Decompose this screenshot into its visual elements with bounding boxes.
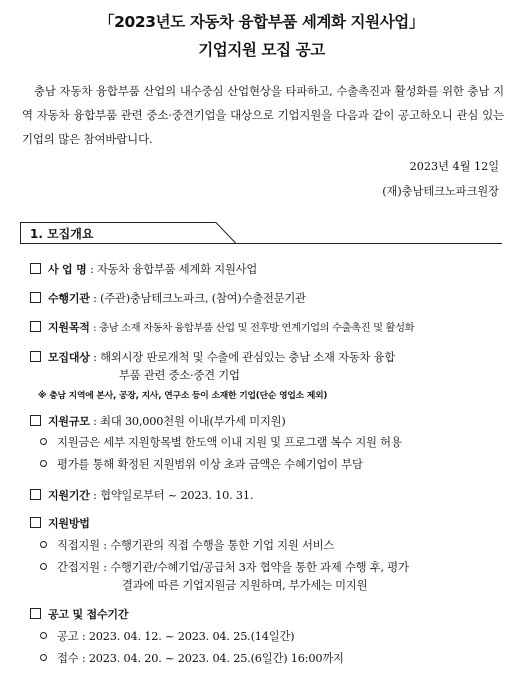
notice-sub-1 (40, 628, 294, 644)
item-scale (30, 413, 286, 429)
item-purpose (30, 319, 414, 335)
title-line-1: 「2023년도 자동차 융합부품 세계화 지원사업」 (99, 13, 424, 31)
scale-sub-1 (40, 434, 402, 450)
item-label: 수행기관 (48, 292, 90, 305)
checkbox-icon (30, 292, 41, 303)
checkbox-icon (30, 351, 41, 362)
scale-sub-2 (40, 456, 363, 472)
notice-sub-2 (40, 650, 344, 666)
item-label: 지원규모 (48, 415, 90, 428)
item-label: 지원기간 (48, 489, 90, 502)
item-target (30, 349, 395, 365)
notice-date: 2023년 4월 12일 (409, 160, 499, 173)
item-target-cont: 부품 관련 중소·중견 기업 (119, 369, 240, 382)
bullet-circle-icon (40, 460, 47, 467)
sub-text: 간접지원 : 수행기관/수혜기업/공급처 3자 협약을 통한 과제 수행 후, 평가 (57, 561, 409, 574)
bullet-circle-icon (40, 563, 47, 570)
checkbox-icon (30, 263, 41, 274)
sub-text: 직접지원 : 수행기관의 직접 수행을 통한 기업 지원 서비스 (57, 539, 335, 552)
sub-text: 평가를 통해 확정된 지원범위 이상 초과 금액은 수혜기업이 부담 (57, 458, 363, 471)
section-title: 1. 모집개요 (30, 227, 94, 241)
checkbox-icon (30, 321, 41, 332)
item-project (30, 261, 257, 277)
item-value: : 충남 소재 자동차 융합부품 산업 및 전후방 연계기업의 수출촉진 및 활성화 (93, 322, 415, 334)
item-label: 지원방법 (48, 517, 90, 530)
item-value: : 협약일로부터 ~ 2023. 10. 31. (93, 489, 254, 502)
method-sub-1 (40, 537, 334, 553)
checkbox-icon (30, 608, 41, 619)
bullet-circle-icon (40, 438, 47, 445)
sub-text: 지원금은 세부 지원항목별 한도액 이내 지원 및 프로그램 복수 지원 허용 (57, 436, 402, 449)
item-label: 모집대상 (48, 351, 90, 364)
item-method (30, 515, 90, 531)
target-note: ※ 충남 지역에 본사, 공장, 지사, 연구소 등이 소재한 기업(단순 영업소 제외) (38, 391, 328, 401)
bullet-circle-icon (40, 632, 47, 639)
item-label: 지원목적 (48, 321, 90, 334)
item-label: 공고 및 접수기간 (48, 608, 129, 621)
item-agency (30, 290, 306, 306)
title-line-2: 기업지원 모집 공고 (198, 41, 325, 59)
method-sub-2 (40, 559, 409, 575)
sub-text: 접수 : 2023. 04. 20. ~ 2023. 04. 25.(6일간) 16:00까지 (57, 652, 344, 665)
issuer: (재)충남테크노파크원장 (382, 185, 499, 198)
method-sub-2-cont: 결과에 따른 기업지원금 지원하며, 부가세는 미지원 (122, 579, 368, 592)
intro-paragraph: 충남 자동차 융합부품 산업의 내수중심 산업현상을 타파하고, 수출촉진과 활성화를 위한 충남 지역 자동차 융합부품 관련 중소·중견기업을 대상으로 기업지원을 다음과 같이 공고하오니 관심 있는 기업의 많은 참여바랍니다. (22, 84, 504, 146)
item-value: : 자동차 융합부품 세계화 지원사업 (89, 263, 258, 276)
item-notice (30, 606, 128, 622)
item-period (30, 487, 253, 503)
checkbox-icon (30, 517, 41, 528)
bullet-circle-icon (40, 654, 47, 661)
sub-text: 공고 : 2023. 04. 12. ~ 2023. 04. 25.(14일간) (57, 630, 295, 643)
checkbox-icon (30, 415, 41, 426)
bullet-circle-icon (40, 541, 47, 548)
item-label: 사 업 명 (48, 263, 87, 276)
checkbox-icon (30, 489, 41, 500)
item-value: : 해외시장 판로개척 및 수출에 관심있는 충남 소재 자동차 융합 (93, 351, 396, 364)
item-value: : 최대 30,000천원 이내(부가세 미지원) (93, 415, 286, 428)
item-value: : (주관)충남테크노파크, (참여)수출전문기관 (93, 292, 306, 305)
